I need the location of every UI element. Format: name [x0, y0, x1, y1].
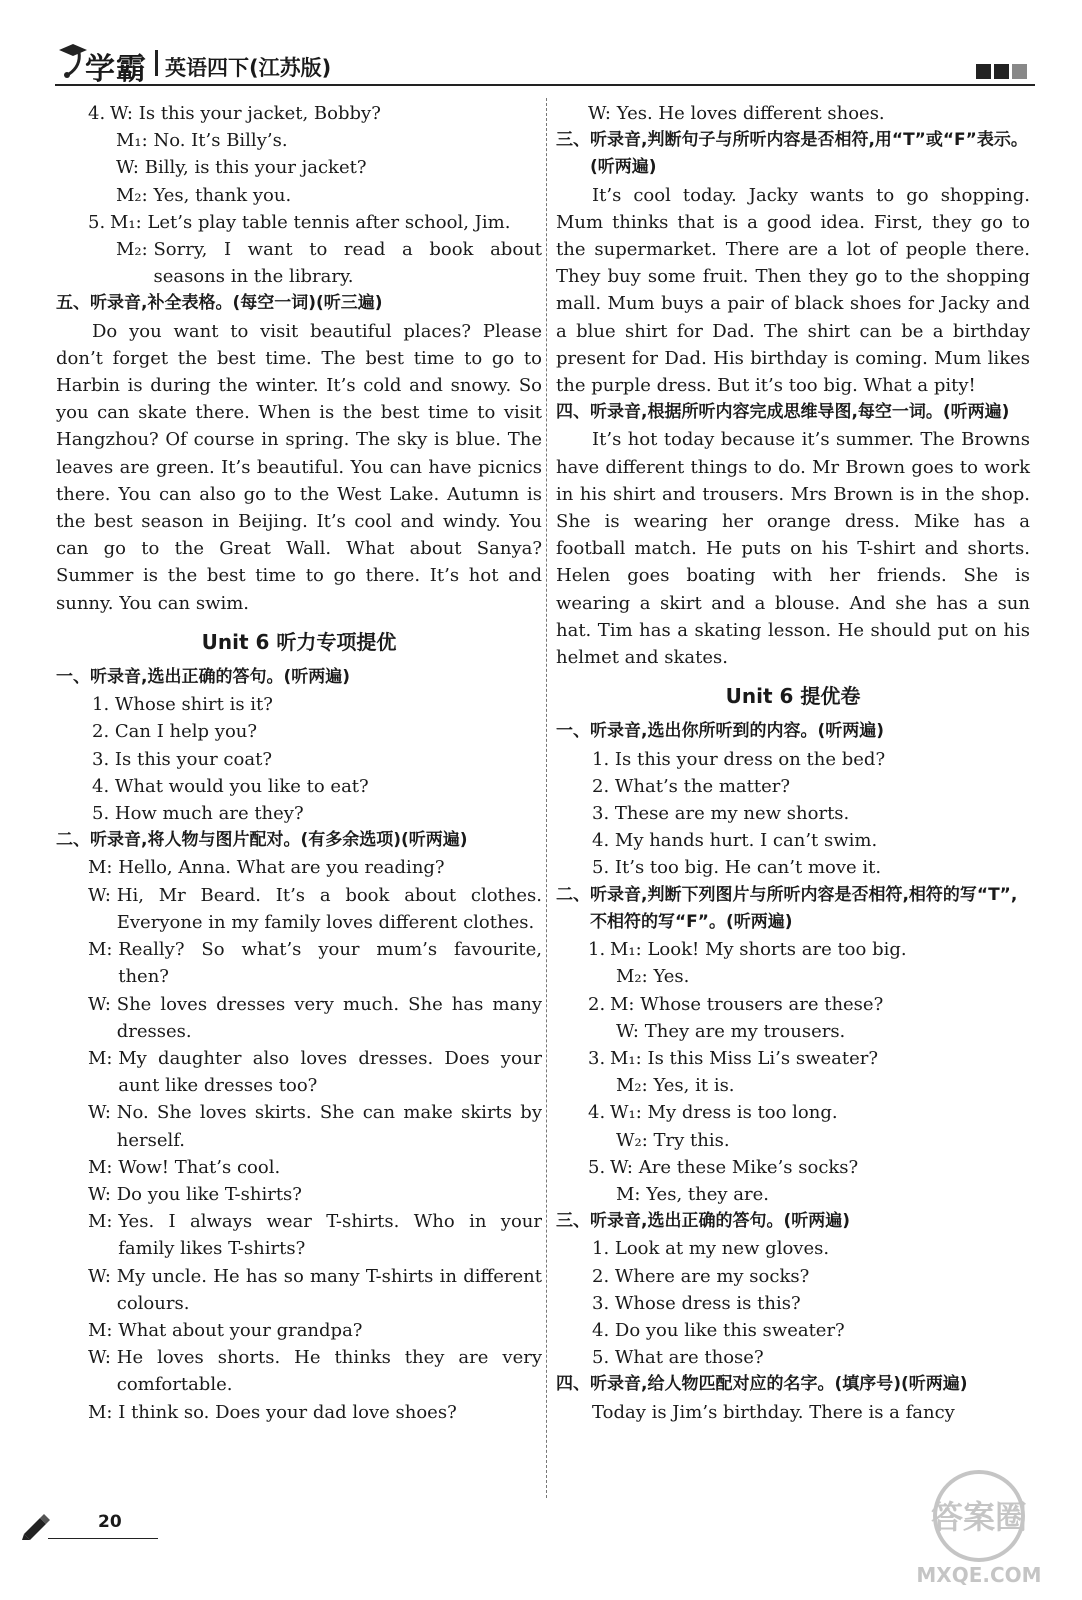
question-number: 4.	[88, 103, 106, 124]
speaker: W:	[110, 103, 134, 124]
page-header	[55, 40, 1035, 86]
section-instruction: 听录音,判断下列图片与所听内容是否相符,相符的写“T”,不相符的写“F”。(听两遍)	[590, 884, 1018, 932]
line-text: Yes.	[653, 966, 690, 988]
line-text: Is this your jacket, Bobby?	[138, 103, 381, 124]
watermark-url: MXQE.COM	[916, 1563, 1042, 1587]
question-item: 2. Can I help you?	[92, 721, 258, 743]
speaker: M₁:	[116, 130, 148, 152]
right-column	[556, 100, 1030, 1426]
dialogue-line	[556, 991, 1030, 1018]
line-text: They are my trousers.	[644, 1020, 846, 1042]
speaker: W₂:	[616, 1129, 648, 1151]
dialogue-line	[556, 1181, 1030, 1208]
section-instruction: 听录音,将人物与图片配对。(有多余选项)(听两遍)	[90, 830, 468, 851]
line-text: Yes, thank you.	[153, 184, 292, 206]
section-instruction: 听录音,根据所听内容完成思维导图,每空一词。(听两遍)	[590, 402, 1010, 423]
section-instruction: 听录音,给人物匹配对应的名字。(填序号)(听两遍)	[590, 1374, 968, 1395]
speaker: W:	[588, 103, 612, 124]
line-text: Look! My shorts are too big.	[647, 939, 907, 961]
dialogue-block	[556, 936, 1030, 1208]
question-item: 3. Whose dress is this?	[592, 1292, 801, 1314]
line-text: Let’s play table tennis after school, Jim.	[147, 211, 511, 233]
line-text: Really? So what’s your mum’s favourite, then?	[118, 939, 542, 988]
question-number: 1.	[588, 939, 606, 961]
section-instruction: 听录音,判断句子与所听内容是否相符,用“T”或“F”表示。(听两遍)	[590, 130, 1028, 178]
section-number: 三、	[556, 1211, 590, 1232]
dialogue-block	[56, 854, 542, 1425]
line-text: Sorry, I want to read a book about seasons in the library.	[153, 239, 542, 288]
dialogue-line	[556, 1045, 1030, 1072]
left-column	[56, 100, 542, 1426]
header-decoration	[976, 64, 1027, 79]
speaker: M:	[88, 1319, 113, 1341]
page-number: 20	[98, 1512, 122, 1532]
line-text: Yes, it is.	[653, 1075, 735, 1097]
speaker: W:	[88, 1347, 112, 1369]
speaker: M₂:	[616, 1075, 648, 1097]
section-instruction: 听录音,选出正确的答句。(听两遍)	[90, 667, 350, 688]
section-number: 一、	[56, 667, 90, 688]
brand-logo: 学霸	[85, 52, 147, 87]
section-heading	[556, 882, 1030, 936]
section-heading	[556, 1371, 1030, 1398]
dialogue-line	[556, 1099, 1030, 1126]
speaker: M₂:	[116, 184, 148, 206]
speaker: M₂:	[116, 239, 148, 261]
speaker: M:	[616, 1183, 641, 1205]
dialogue-line	[56, 882, 542, 936]
footer-rule	[48, 1538, 158, 1539]
dialogue-line	[56, 1208, 542, 1262]
dialogue-line	[56, 991, 542, 1045]
section-heading	[56, 827, 542, 854]
section-number: 五、	[56, 293, 90, 314]
line-text: Yes, they are.	[646, 1183, 769, 1205]
watermark-text: 答案圈	[930, 1498, 1028, 1536]
section-number: 二、	[56, 830, 90, 851]
line-text: Hello, Anna. What are you reading?	[118, 857, 445, 879]
line-text: My dress is too long.	[647, 1102, 838, 1124]
line-text: My uncle. He has so many T-shirts in different colours.	[116, 1265, 542, 1314]
header-separator	[155, 50, 158, 76]
square-icon	[994, 64, 1009, 79]
speaker: W:	[88, 1265, 112, 1287]
speaker: W:	[88, 1102, 112, 1124]
question-item: 2. What’s the matter?	[592, 775, 791, 797]
unit-title: Unit 6 听力专项提优	[201, 629, 397, 654]
line-text: She loves dresses very much. She has many dresses.	[116, 993, 542, 1042]
dialogue-line	[56, 1399, 542, 1426]
question-number: 2.	[588, 993, 606, 1015]
square-icon	[1012, 64, 1027, 79]
question-number: 4.	[588, 1102, 606, 1124]
line-text: Whose trousers are these?	[640, 993, 884, 1015]
listening-passage: Do you want to visit beautiful places? Please don’t forget the best time. The best time to go to Harbin is during the winter. It’s cold and snowy. So you can skate there. When is the best time to visit Hangzhou? Of course in spring. The sky is blue. The leaves are green. It’s beautiful. You can have picnics there. You can also go to the West Lake. Autumn is the best season in Beijing. It’s cool and windy. You can go to the Great Wall. What about Sanya? Summer is the best time to go there. It’s hot and sunny. You can swim.	[56, 320, 542, 614]
speaker: W:	[88, 993, 112, 1015]
listening-passage: Today is Jim’s birthday. There is a fancy	[592, 1401, 955, 1423]
line-text: No. She loves skirts. She can make skirts by herself.	[116, 1102, 542, 1151]
dialogue-line	[556, 1127, 1030, 1154]
section-number: 四、	[556, 402, 590, 423]
question-item: 1. Whose shirt is it?	[92, 694, 273, 716]
graduation-cap-icon	[57, 40, 87, 80]
pencil-icon	[20, 1508, 52, 1540]
question-item: 3. These are my new shorts.	[592, 803, 850, 825]
speaker: M:	[88, 1211, 113, 1233]
line-text: He loves shorts. He thinks they are very comfortable.	[116, 1347, 542, 1396]
speaker: M:	[88, 1047, 113, 1069]
line-text: I think so. Does your dad love shoes?	[118, 1401, 457, 1423]
dialogue-line	[556, 1072, 1030, 1099]
dialogue-line	[556, 936, 1030, 963]
question-item: 4. What would you like to eat?	[92, 775, 369, 797]
speaker: M₁:	[610, 1047, 642, 1069]
question-item: 1. Look at my new gloves.	[592, 1238, 830, 1260]
question-item: 2. Where are my socks?	[592, 1265, 810, 1287]
dialogue-line	[56, 1317, 542, 1344]
speaker: W:	[616, 1020, 640, 1042]
question-item: 5. It’s too big. He can’t move it.	[592, 857, 882, 879]
question-item: 1. Is this your dress on the bed?	[592, 748, 886, 770]
speaker: M:	[610, 993, 635, 1015]
section-number: 二、	[556, 884, 590, 905]
line-text: Is this Miss Li’s sweater?	[647, 1047, 879, 1069]
dialogue-line	[56, 1045, 542, 1099]
line-text: No. It’s Billy’s.	[153, 130, 288, 152]
dialogue-line	[56, 1099, 542, 1153]
speaker: W:	[88, 1183, 112, 1205]
speaker: M:	[88, 1401, 113, 1423]
dialogue-line	[56, 936, 542, 990]
dialogue-line	[56, 154, 542, 181]
speaker: M:	[88, 939, 113, 961]
dialogue-line	[56, 1344, 542, 1398]
book-title: 英语四下(江苏版)	[165, 56, 332, 80]
line-text: Hi, Mr Beard. It’s a book about clothes. Everyone in my family loves different clothes.	[116, 884, 542, 933]
speaker: W:	[116, 157, 140, 179]
question-item: 4. Do you like this sweater?	[592, 1319, 845, 1341]
page-footer	[20, 1508, 160, 1544]
dialogue-line	[556, 963, 1030, 990]
dialogue-line	[56, 182, 542, 209]
dialogue-line	[56, 100, 542, 127]
question-number: 5.	[88, 211, 106, 233]
line-text: Do you like T-shirts?	[116, 1183, 302, 1205]
column-divider	[546, 98, 547, 1498]
line-text: What about your grandpa?	[118, 1319, 363, 1341]
speaker: M₁:	[110, 211, 142, 233]
section-heading	[556, 399, 1030, 426]
dialogue-line	[56, 1154, 542, 1181]
dialogue-line	[556, 100, 1030, 127]
speaker: M₁:	[610, 939, 642, 961]
question-number: 3.	[588, 1047, 606, 1069]
watermark-logo	[904, 1468, 1054, 1588]
section-heading	[56, 290, 542, 317]
listening-passage: It’s hot today because it’s summer. The Browns have different things to do. Mr Brown goes to work in his shirt and trousers. Mrs Brown is in the shop. She is wearing her orange dress. Mike has a football match. He puts on his T-shirt and shorts. Helen goes boating with her friends. She is wearing a skirt and a blouse. And she has a sun hat. Tim has a skating lesson. He should put on his helmet and skates.	[556, 429, 1030, 669]
section-heading	[556, 718, 1030, 745]
section-instruction: 听录音,选出你所听到的内容。(听两遍)	[590, 721, 884, 742]
dialogue-line	[56, 1263, 542, 1317]
speaker: W:	[88, 884, 112, 906]
line-text: Yes. He loves different shoes.	[616, 103, 885, 124]
dialogue-line	[56, 127, 542, 154]
dialogue-line	[556, 1154, 1030, 1181]
dialogue-line	[56, 236, 542, 290]
question-item: 4. My hands hurt. I can’t swim.	[592, 830, 878, 852]
line-text: Wow! That’s cool.	[118, 1156, 281, 1178]
section-heading	[56, 664, 542, 691]
speaker: M₂:	[616, 966, 648, 988]
speaker: M:	[88, 1156, 113, 1178]
question-item: 5. What are those?	[592, 1347, 764, 1369]
listening-passage: It’s cool today. Jacky wants to go shopping. Mum thinks that is a good idea. First, they go to the supermarket. There are a lot of people there. They buy some fruit. Then they go to the shopping mall. Mum buys a pair of black shoes for Jacky and a blue shirt for Dad. The shirt can be a birthday present for Dad. His birthday is coming. Mum likes the purple dress. But it’s too big. What a pity!	[556, 184, 1030, 397]
section-number: 一、	[556, 721, 590, 742]
speaker: M:	[88, 857, 113, 879]
line-text: Billy, is this your jacket?	[144, 157, 367, 179]
line-text: Try this.	[653, 1129, 730, 1151]
dialogue-line	[556, 1018, 1030, 1045]
question-number: 5.	[588, 1156, 606, 1178]
square-icon	[976, 64, 991, 79]
line-text: Are these Mike’s socks?	[638, 1156, 859, 1178]
section-heading	[556, 1208, 1030, 1235]
dialogue-line	[56, 1181, 542, 1208]
section-instruction: 听录音,选出正确的答句。(听两遍)	[590, 1211, 850, 1232]
dialogue-line	[56, 854, 542, 881]
unit-title: Unit 6 提优卷	[725, 684, 861, 709]
section-number: 四、	[556, 1374, 590, 1395]
question-item: 5. How much are they?	[92, 803, 304, 825]
section-number: 三、	[556, 130, 590, 151]
question-item: 3. Is this your coat?	[92, 748, 272, 770]
section-heading	[556, 127, 1030, 181]
speaker: W:	[610, 1156, 634, 1178]
line-text: My daughter also loves dresses. Does your aunt like dresses too?	[118, 1047, 542, 1097]
line-text: Yes. I always wear T-shirts. Who in your family likes T-shirts?	[118, 1211, 542, 1260]
section-instruction: 听录音,补全表格。(每空一词)(听三遍)	[90, 293, 383, 314]
dialogue-line	[56, 209, 542, 236]
speaker: W₁:	[610, 1102, 642, 1124]
